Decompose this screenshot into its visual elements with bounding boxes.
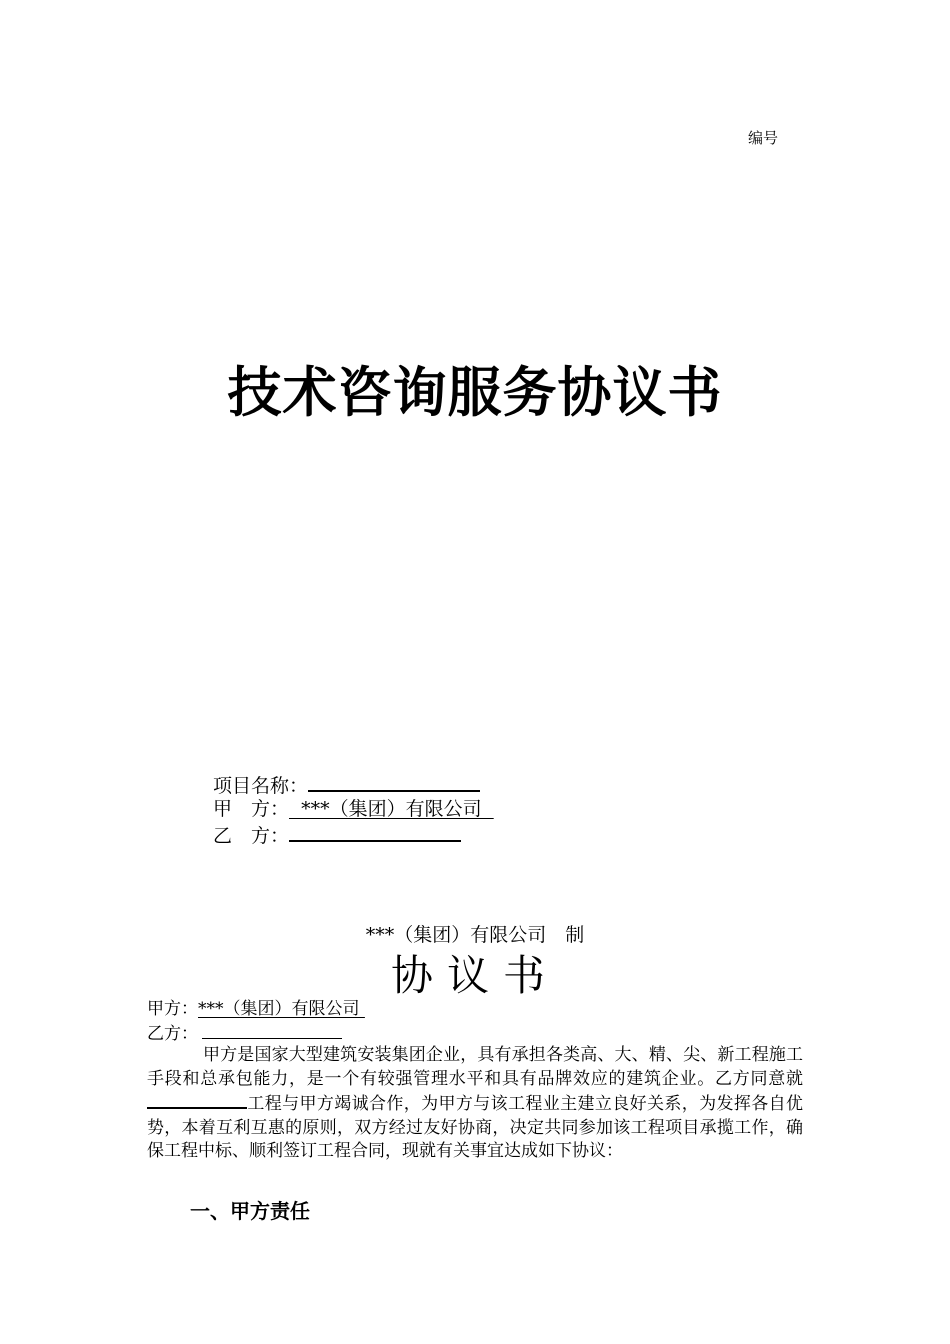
party-a-label: 甲 方： — [213, 798, 290, 820]
agreement-party-a — [147, 998, 365, 1020]
agreement-party-b-label: 乙方： — [147, 1024, 198, 1044]
party-b-label: 乙 方： — [213, 825, 290, 847]
cover-maker: ***（集团）有限公司 制 — [365, 924, 585, 946]
document-number-label: 编号 — [748, 129, 779, 147]
cover-title: 技术咨询服务协议书 — [227, 360, 723, 424]
agreement-title: 协议书 — [390, 951, 559, 1000]
project-name-field — [213, 772, 480, 796]
agreement-intro-paragraph — [147, 1044, 803, 1164]
party-a-value: ***（集团）有限公司 — [289, 798, 494, 820]
intro-text-part2: 工程与甲方竭诚合作，为甲方与该工程业主建立良好关系，为发挥各自优势，本着互利互惠的原则，双方经过友好协商，决定共同参加该工程项目承揽工作，确保工程中标、顺利签订工程合同，现就有关事宜达成如下协议： — [147, 1094, 803, 1161]
agreement-party-a-label: 甲方： — [147, 999, 198, 1019]
agreement-party-a-value: ***（集团）有限公司 — [198, 999, 365, 1019]
party-a-field — [213, 797, 494, 821]
party-b-blank — [289, 822, 461, 842]
party-b-field — [213, 822, 461, 846]
section-heading-party-a-duties: 一、甲方责任 — [190, 1199, 310, 1223]
intro-text-part1: 甲方是国家大型建筑安装集团企业，具有承担各类高、大、精、尖、新工程施工手段和总承包能力，是一个有较强管理水平和具有品牌效应的建筑企业。乙方同意就 — [147, 1045, 803, 1089]
project-blank — [147, 1091, 247, 1109]
agreement-party-b — [147, 1022, 342, 1044]
project-name-blank — [308, 772, 480, 792]
agreement-party-b-blank — [202, 1022, 342, 1039]
project-name-label: 项目名称： — [213, 775, 309, 797]
